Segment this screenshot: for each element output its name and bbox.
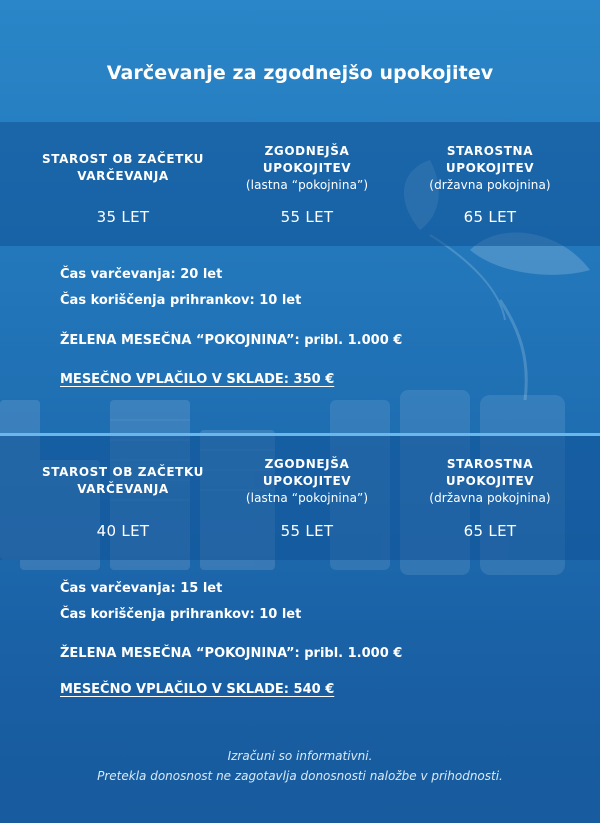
scenario-1-usage-time: Čas koriščenja prihrankov: 10 let: [60, 293, 302, 308]
scenario-2-saving-time: Čas varčevanja: 15 let: [60, 581, 223, 596]
footer-disclaimer-line-1: Izračuni so informativni.: [227, 749, 373, 763]
column-subheading: (lastna “pokojnina”): [245, 491, 369, 505]
column-heading-line: ZGODNEJŠA: [264, 457, 350, 471]
scenario-1-early-retirement-value: 55 LET: [280, 208, 334, 226]
scenario-2-desired-pension: ŽELENA MESEČNA “POKOJNINA”: pribl. 1.000 €: [60, 646, 403, 661]
column-heading-line: STAROSTNA: [446, 144, 534, 158]
column-heading-line: UPOKOJITEV: [445, 161, 535, 175]
scenario-1-desired-pension: ŽELENA MESEČNA “POKOJNINA”: pribl. 1.000 €: [60, 333, 403, 348]
scenario-1-column-early-retirement: [217, 143, 397, 194]
scenario-2-column-state-retirement: [400, 456, 580, 507]
footer-disclaimer-line-2: Pretekla donosnost ne zagotavlja donosnosti naložbe v prihodnosti.: [97, 769, 503, 783]
scenario-2-monthly-payment: MESEČNO VPLAČILO V SKLADE: 540 €: [60, 682, 335, 697]
column-heading-line: VARČEVANJA: [77, 169, 169, 183]
column-subheading: (lastna “pokojnina”): [245, 178, 369, 192]
scenario-2-column-early-retirement: [217, 456, 397, 507]
scenario-1-start-age-value: 35 LET: [96, 208, 150, 226]
column-subheading: (državna pokojnina): [429, 491, 551, 505]
column-heading-line: STAROSTNA: [446, 457, 534, 471]
column-heading-line: ZGODNEJŠA: [264, 144, 350, 158]
column-heading-line: STAROST OB ZAČETKU: [42, 465, 204, 479]
column-subheading: (državna pokojnina): [429, 178, 551, 192]
scenario-2-usage-time: Čas koriščenja prihrankov: 10 let: [60, 607, 302, 622]
column-heading-line: UPOKOJITEV: [262, 161, 352, 175]
column-heading-line: VARČEVANJA: [77, 482, 169, 496]
column-heading-line: UPOKOJITEV: [262, 474, 352, 488]
column-heading-line: STAROST OB ZAČETKU: [42, 152, 204, 166]
column-heading-line: UPOKOJITEV: [445, 474, 535, 488]
scenario-2-early-retirement-value: 55 LET: [280, 522, 334, 540]
scenario-1-monthly-payment: MESEČNO VPLAČILO V SKLADE: 350 €: [60, 372, 335, 387]
scenario-1-column-start-age: [33, 151, 213, 185]
scenario-1-state-retirement-value: 65 LET: [463, 208, 517, 226]
page-title: Varčevanje za zgodnejšo upokojitev: [106, 62, 494, 84]
scenario-1-column-state-retirement: [400, 143, 580, 194]
scenario-2-state-retirement-value: 65 LET: [463, 522, 517, 540]
scenario-1-saving-time: Čas varčevanja: 20 let: [60, 267, 223, 282]
scenario-2-column-start-age: [33, 464, 213, 498]
scenario-2-start-age-value: 40 LET: [96, 522, 150, 540]
